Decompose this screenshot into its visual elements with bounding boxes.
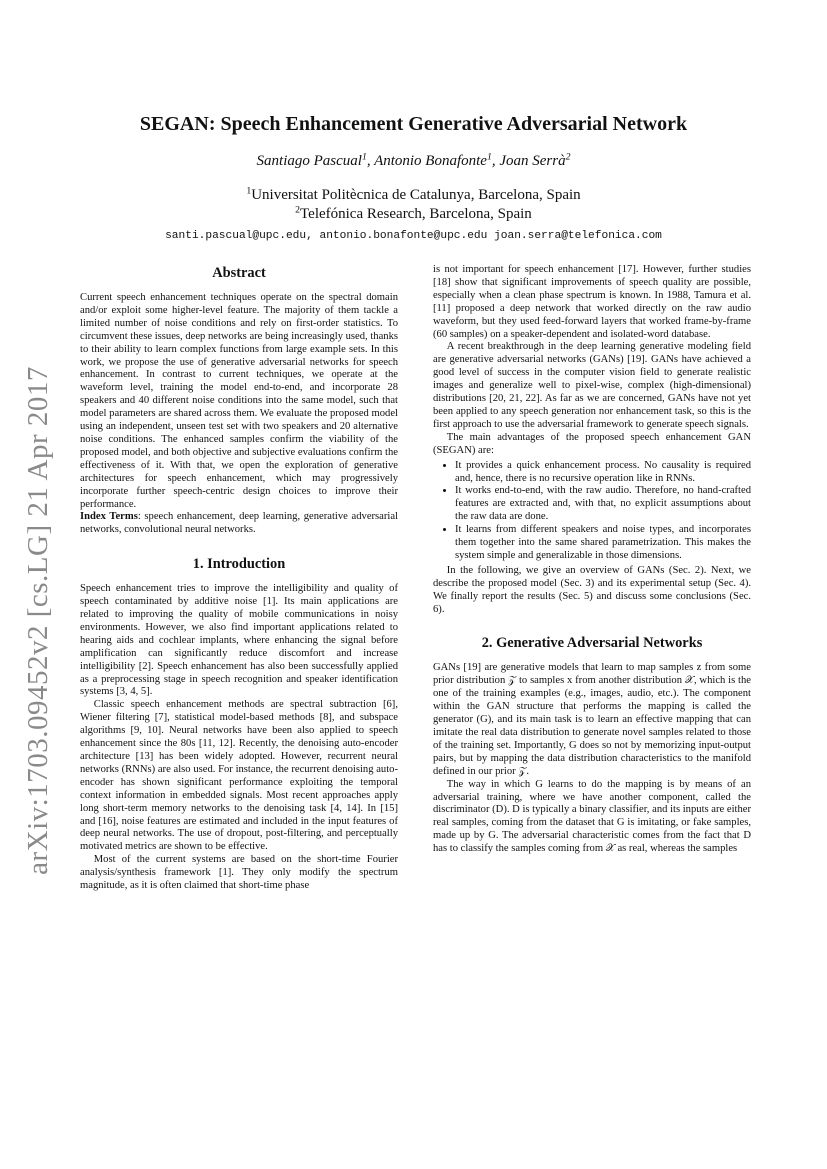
index-terms-label: Index Terms bbox=[80, 511, 138, 523]
author-emails: santi.pascual@upc.edu, antonio.bonafonte@upc.edu joan.serra@telefonica.com bbox=[165, 230, 662, 242]
abstract-heading: Abstract bbox=[212, 265, 266, 281]
paragraph: Classic speech enhancement methods are spectral subtraction [6], Wiener filtering [7], statistical model-based methods [8], and subspace algorithms [9, 10]. Neural networks have been also applied to speech enhancement since the 80s [11, 12]. Recently, the denoising auto-encoder architecture [13] has been widely adopted. However, recurrent neural networks (RNNs) are also used. For instance, the recurrent denoising auto-encoder has shown significant performance exploiting the temporal context information in embedded signals. Most recent approaches apply long short-term memory networks to the denoising task [4, 14]. In [15] and [16], noise features are estimated and included in the input features of deep neural networks. The use of dropout, post-filtering, and perceptually motivated metrics are shown to be effective. bbox=[80, 699, 398, 853]
arxiv-stamp bbox=[18, 340, 58, 900]
affiliation-text: Universitat Politècnica de Catalunya, Barcelona, Spain bbox=[251, 187, 581, 203]
intro-heading: 1. Introduction bbox=[192, 556, 286, 573]
paragraph: The main advantages of the proposed speech enhancement GAN (SEGAN) are: bbox=[433, 431, 751, 456]
gan-heading: 2. Generative Adversarial Networks bbox=[481, 635, 703, 652]
paragraph: GANs [19] are generative models that learn to map samples z from some prior distribution 𝒵 to samples x from another distribution 𝒳, which is the one of the training examples (e.g., images, audio, etc.). The component within the GAN structure that performs the mapping is called the generator (G), and its main task is to learn an effective mapping that can imitate the real data distribution to generate novel samples related to those of the training set. Importantly, G does so not by memorizing input-output pairs, but by mapping the data distribution characteristics to the manifold defined in our prior 𝒵. bbox=[433, 662, 751, 777]
author-name: Joan Serrà bbox=[499, 153, 566, 169]
affiliation bbox=[0, 187, 827, 204]
list-item: • It learns from different speakers and noise types, and incorporates them together into the same shared parametrization. This makes the system simple and generalizable in those dimensions. bbox=[455, 524, 751, 563]
paragraph: Most of the current systems are based on the short-time Fourier analysis/synthesis framework [1]. They only modify the spectrum magnitude, as it is often claimed that short-time phase bbox=[80, 854, 398, 892]
paper-title: SEGAN: Speech Enhancement Generative Adversarial Network bbox=[139, 113, 688, 135]
paragraph: is not important for speech enhancement [17]. However, further studies [18] show that significant improvements of speech quality are possible, especially when a clean phase spectrum is known. In 1988, Tamura et al. [11] proposed a deep network that worked directly on the raw audio waveform, but they used feed-forward layers that worked frame-by-frame (60 samples) on a speaker-dependent and isolated-word database. bbox=[433, 264, 751, 340]
left-column bbox=[80, 264, 398, 893]
author-affil-mark: 1 bbox=[486, 151, 492, 163]
affiliation-mark: 2 bbox=[295, 204, 301, 216]
index-terms bbox=[80, 511, 398, 537]
right-column bbox=[433, 264, 751, 856]
arxiv-stamp-text: arXiv:1703.09452v2 [cs.LG] 21 Apr 2017 bbox=[21, 365, 54, 875]
affiliation-mark: 1 bbox=[246, 185, 252, 197]
author-list bbox=[0, 153, 827, 170]
author-separator: , bbox=[366, 153, 375, 169]
paragraph: In the following, we give an overview of GANs (Sec. 2). Next, we describe the proposed model (Sec. 3) and its experimental setup (Sec. 4). We finally report the results (Sec. 5) and discuss some conclusions (Sec. 6). bbox=[433, 564, 751, 615]
author-name: Santiago Pascual bbox=[256, 153, 362, 169]
abstract-text: Current speech enhancement techniques operate on the spectral domain and/or exploit some higher-level feature. The majority of them tackle a limited number of noise conditions and rely on first-order statistics. To circumvent these issues, deep networks are being increasingly used, thanks to their ability to learn complex functions from large example sets. In this work, we propose the use of generative adversarial networks for speech enhancement. In contrast to current techniques, we operate at the waveform level, training the model end-to-end, and incorporate 28 speakers and 40 different noise conditions into the same model, such that model parameters are shared across them. We evaluate the proposed model using an independent, unseen test set with two speakers and 20 alternative noise conditions. The enhanced samples confirm the viability of the proposed model, and both objective and subjective evaluations confirm the effectiveness of it. With that, we open the exploration of generative architectures for speech enhancement, which may progressively incorporate further speech-centric design choices to improve their performance. bbox=[80, 292, 399, 510]
affiliation-text: Telefónica Research, Barcelona, Spain bbox=[300, 206, 532, 222]
author-affil-mark: 2 bbox=[565, 151, 571, 163]
list-item: • It provides a quick enhancement process. No causality is required and, hence, there is no recursive operation like in RNNs. bbox=[455, 460, 751, 486]
paragraph: A recent breakthrough in the deep learning generative modeling field are generative adversarial networks (GANs) [19]. GANs have achieved a good level of success in the computer vision field to generate realistic images and generalize well to pixel-wise, complex (high-dimensional) distributions [20, 21, 22]. As far as we are concerned, GANs have not yet been applied to any speech generation nor enhancement task, so this is the first approach to use the adversarial framework to generate speech signals. bbox=[433, 341, 751, 430]
list-item: • It works end-to-end, with the raw audio. Therefore, no hand-crafted features are extracted and, with that, no explicit assumptions about the raw data are done. bbox=[455, 485, 751, 524]
author-affil-mark: 1 bbox=[361, 151, 367, 163]
advantages-list bbox=[433, 460, 751, 563]
affiliation bbox=[0, 206, 827, 223]
paragraph: The way in which G learns to do the mapping is by means of an adversarial training, where we have another component, called the discriminator (D). D is typically a binary classifier, and its inputs are either real samples, coming from the dataset that G is imitating, or fake samples, made up by G. The adversarial characteristic comes from the fact that D has to classify the samples coming from 𝒳 as real, whereas the samples bbox=[433, 778, 751, 855]
index-terms-text: : speech enhancement, deep learning, generative adversarial networks, convolutional neural networks. bbox=[80, 511, 399, 536]
author-name: Antonio Bonafonte bbox=[374, 153, 487, 169]
paragraph: Speech enhancement tries to improve the intelligibility and quality of speech contaminated by additive noise [1]. Its main applications are related to improving the quality of mobile communications in noisy environments. However, we also find important applications related to hearing aids and cochlear implants, where enhancing the signal before amplification can significantly reduce discomfort and increase intelligibility [2]. Speech enhancement has also been successfully applied as a preprocessing stage in speech recognition and speaker identification systems [3, 4, 5]. bbox=[80, 583, 398, 698]
author-separator: , bbox=[491, 153, 500, 169]
